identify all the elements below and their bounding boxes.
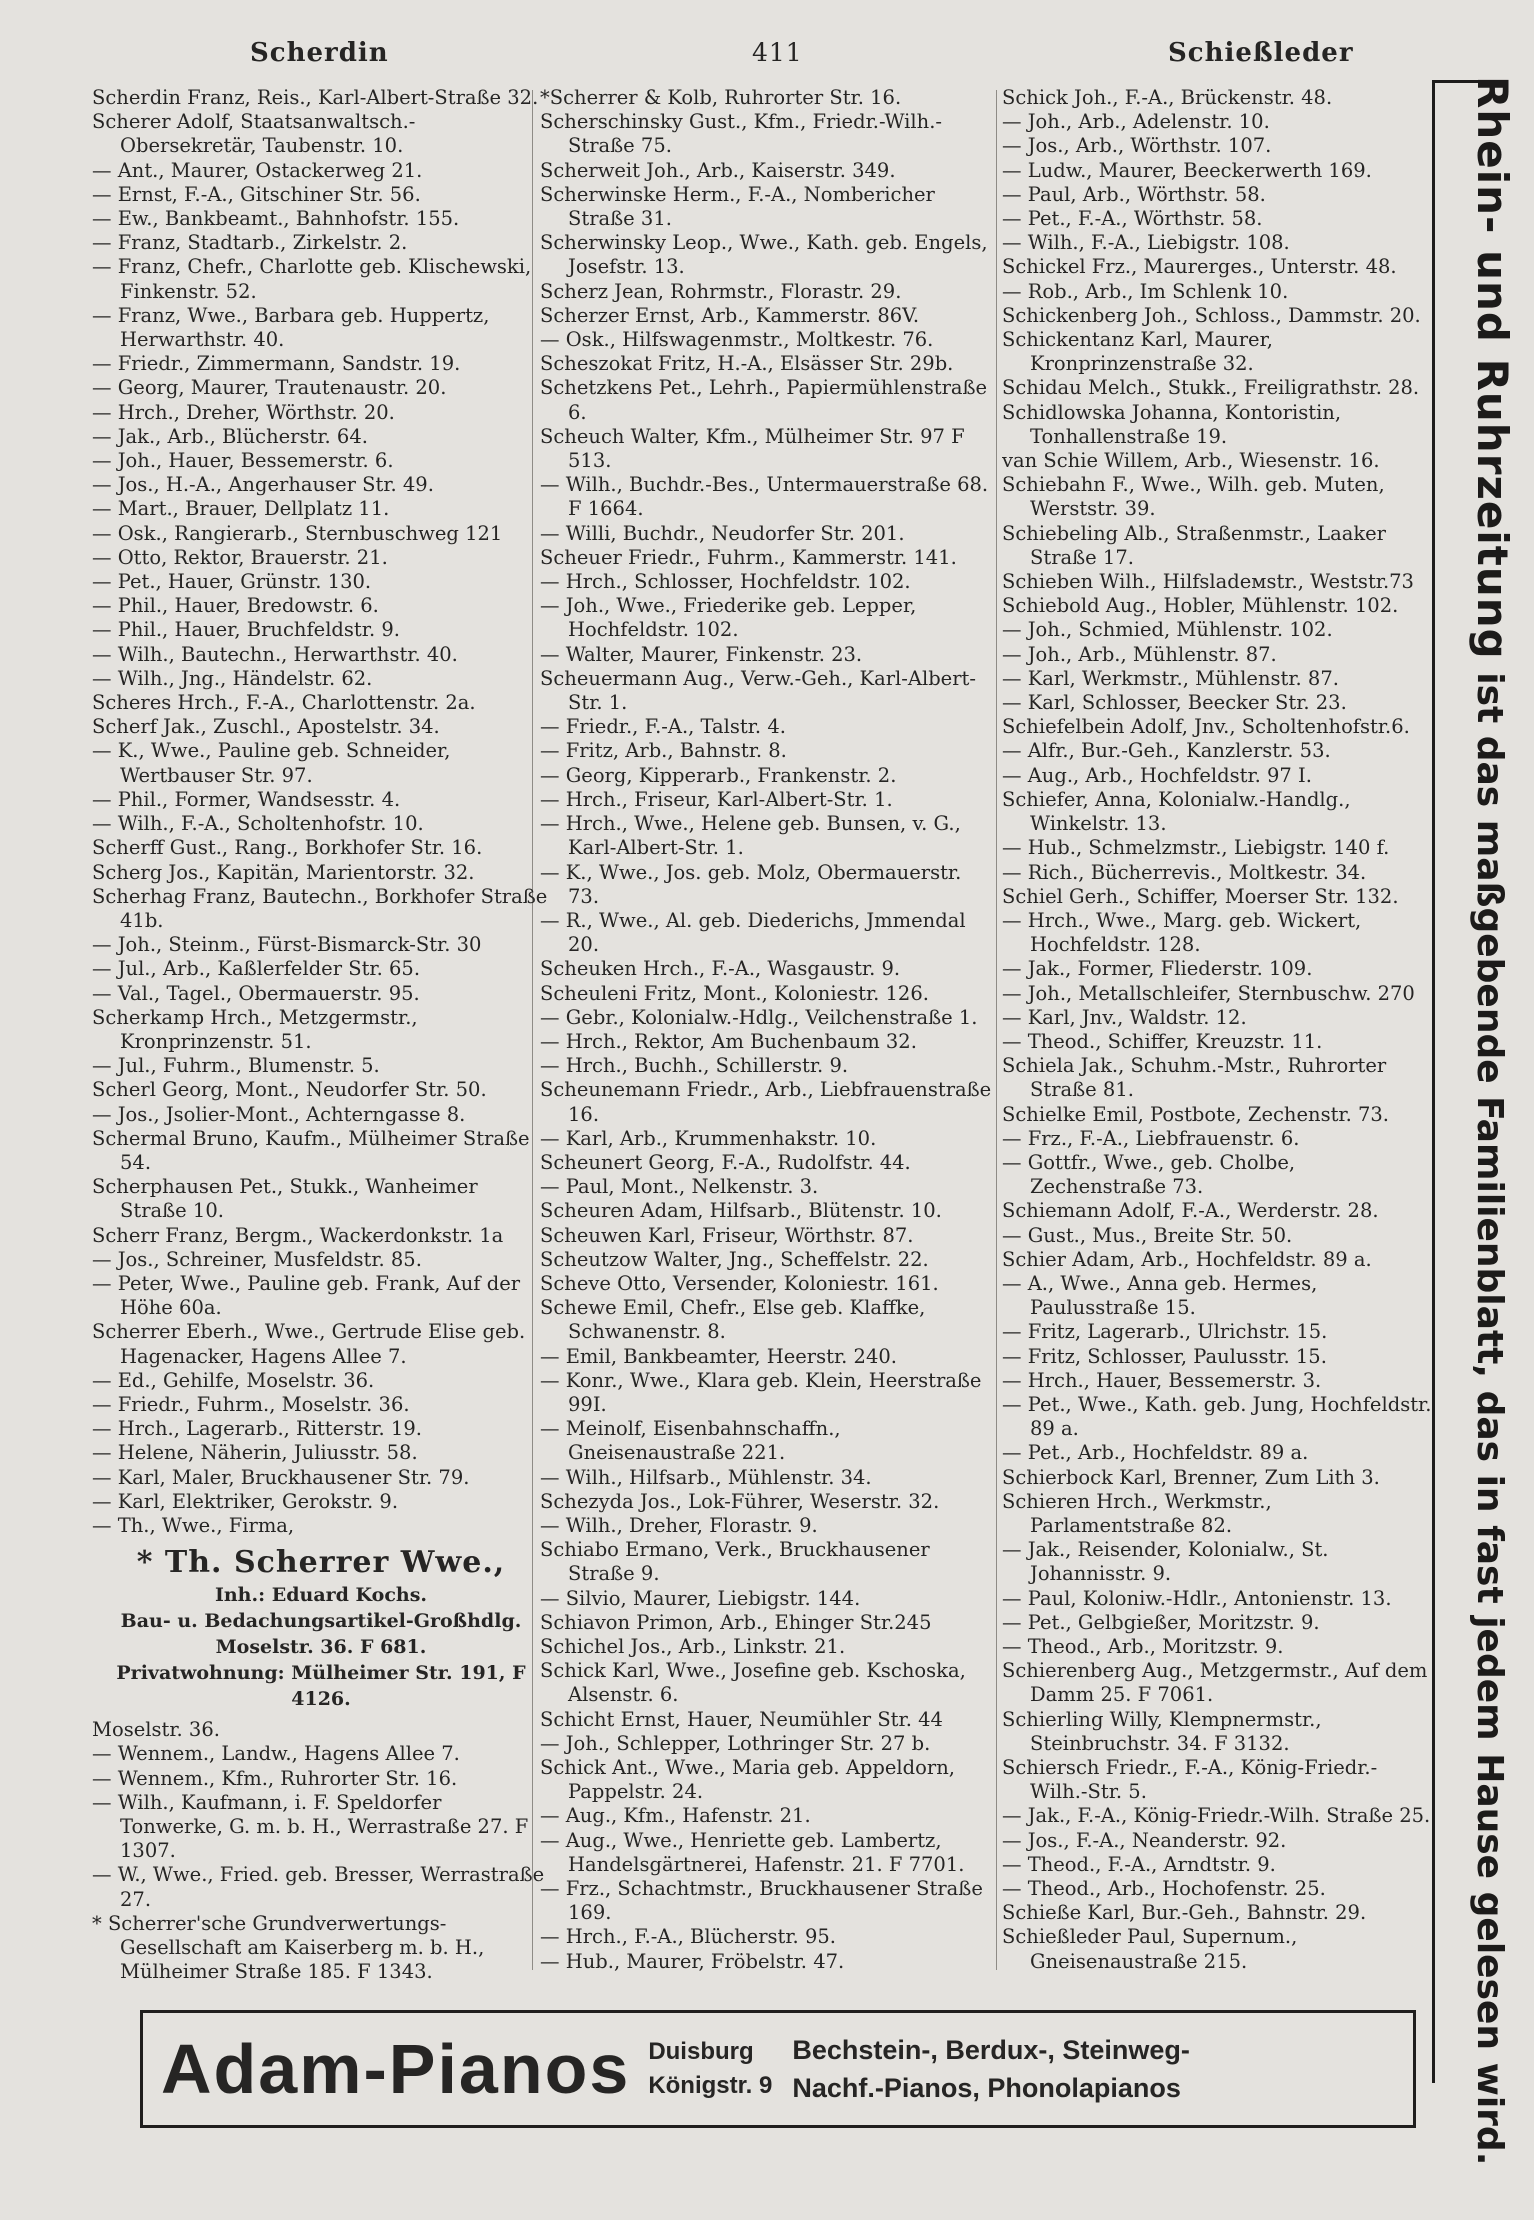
directory-entry: — Wilh., F.-A., Scholtenhofstr. 10.: [92, 812, 424, 836]
directory-entry: — Hrch., Wwe., Marg. geb. Wickert, Hochfeldstr. 128.: [1002, 908, 1362, 957]
directory-entry: Scherweit Joh., Arb., Kaiserstr. 349.: [540, 158, 896, 182]
directory-entry: — Wennem., Landw., Hagens Allee 7.: [92, 1742, 460, 1766]
directory-entry: — Joh., Wwe., Friederike geb. Lepper, Hochfeldstr. 102.: [540, 594, 917, 642]
directory-entry: — Franz, Chefr., Charlotte geb. Klischewski, Finkenstr. 52.: [92, 255, 532, 303]
directory-entry: — Meinolf, Eisenbahnschaffn., Gneisenaustraße 221.: [540, 1417, 841, 1465]
directory-entry: — Karl, Schlosser, Beecker Str. 23.: [1002, 691, 1347, 715]
directory-entry: — Theod., F.-A., Arndtstr. 9.: [1002, 1852, 1276, 1876]
directory-entry: Schick Joh., F.-A., Brückenstr. 48.: [1002, 86, 1333, 109]
directory-entry: Scheszokat Fritz, H.-A., Elsässer Str. 29b.: [540, 352, 954, 376]
directory-entry: — Hrch., Friseur, Karl-Albert-Str. 1.: [540, 787, 893, 811]
directory-entry: Scheres Hrch., F.-A., Charlottenstr. 2a.: [92, 691, 476, 715]
directory-entry: Schier Adam, Arb., Hochfeldstr. 89 a.: [1002, 1247, 1372, 1271]
directory-entry: Schiemann Adolf, F.-A., Werderstr. 28.: [1002, 1199, 1379, 1223]
directory-entry: — Paul, Arb., Wörthstr. 58.: [1002, 182, 1266, 206]
directory-entry: Scherr Franz, Bergm., Wackerdonkstr. 1a: [92, 1223, 504, 1247]
directory-entry: — Karl, Arb., Krummenhakstr. 10.: [540, 1126, 877, 1150]
directory-entry: — Helene, Näherin, Juliusstr. 58.: [92, 1441, 418, 1465]
directory-entry: Scheunert Georg, F.-A., Rudolfstr. 44.: [540, 1150, 911, 1174]
scherrer-advertisement: [92, 1545, 550, 1712]
directory-entry: — Wilh., Hilfsarb., Mühlenstr. 34.: [540, 1465, 872, 1489]
directory-entry: — Joh., Arb., Adelenstr. 10.: [1002, 110, 1270, 134]
directory-entry: — Hub., Maurer, Fröbelstr. 47.: [540, 1949, 845, 1973]
directory-entry: Scheutzow Walter, Jng., Scheffelstr. 22.: [540, 1247, 929, 1271]
directory-entry: — Pet., F.-A., Wörthstr. 58.: [1002, 207, 1263, 231]
directory-entry: — Joh., Arb., Mühlenstr. 87.: [1002, 642, 1277, 666]
directory-entry: — A., Wwe., Anna geb. Hermes, Paulusstraße 15.: [1002, 1271, 1318, 1320]
directory-entry: — Walter, Maurer, Finkenstr. 23.: [540, 642, 863, 666]
page-number: 411: [752, 38, 803, 67]
directory-entry: — Gust., Mus., Breite Str. 50.: [1002, 1223, 1293, 1247]
directory-entry: — Karl, Elektriker, Gerokstr. 9.: [92, 1489, 399, 1513]
column-divider: [996, 90, 997, 1970]
directory-entry: — Alfr., Bur.-Geh., Kanzlerstr. 53.: [1002, 739, 1331, 763]
directory-entry: — Rich., Bücherrevis., Moltkestr. 34.: [1002, 860, 1367, 884]
side-advertisement: [1464, 76, 1520, 2166]
directory-column-1: [92, 86, 550, 1986]
directory-entry: — Mart., Brauer, Dellplatz 11.: [92, 497, 390, 521]
directory-entry: — Frz., F.-A., Liebfrauenstr. 6.: [1002, 1126, 1300, 1150]
directory-entry: — Emil, Bankbeamter, Heerstr. 240.: [540, 1344, 897, 1368]
ad-line: Privatwohnung: Mülheimer Str. 191, F 4126.: [116, 1662, 526, 1711]
directory-entry: Scherer Adolf, Staatsanwaltsch.-Obersekretär, Taubenstr. 10.: [92, 110, 416, 158]
directory-column-2: [540, 86, 992, 1986]
directory-entry: — Wilh., F.-A., Liebigstr. 108.: [1002, 231, 1290, 255]
directory-entry: — Hrch., Schlosser, Hochfeldstr. 102.: [540, 570, 911, 594]
directory-entry: — Ernst, F.-A., Gitschiner Str. 56.: [92, 182, 421, 206]
directory-entry: Scherhag Franz, Bautechn., Borkhofer Straße 41b.: [92, 884, 548, 932]
directory-entry: — Willi, Buchdr., Neudorfer Str. 201.: [540, 521, 905, 545]
directory-entry: Schickenberg Joh., Schloss., Dammstr. 20.: [1002, 303, 1421, 327]
directory-entry: — Hrch., Hauer, Bessemerstr. 3.: [1002, 1368, 1322, 1392]
side-ad-newspaper-name: Rhein- und Ruhrzeitung: [1468, 76, 1517, 660]
directory-entry: Schicht Ernst, Hauer, Neumühler Str. 44: [540, 1707, 943, 1731]
directory-entry: — Phil., Former, Wandsesstr. 4.: [92, 787, 401, 811]
directory-entry: — Gottfr., Wwe., geb. Cholbe, Zechenstraße 73.: [1002, 1150, 1296, 1199]
directory-entry: Scherschinsky Gust., Kfm., Friedr.-Wilh.-Straße 75.: [540, 110, 942, 158]
directory-entry: Scheuren Adam, Hilfsarb., Blütenstr. 10.: [540, 1199, 942, 1223]
running-head-left: Scherdin: [250, 38, 389, 68]
directory-entry: Scheuwen Karl, Friseur, Wörthstr. 87.: [540, 1223, 914, 1247]
directory-entry: — Hrch., Dreher, Wörthstr. 20.: [92, 400, 395, 424]
directory-entry: — Phil., Hauer, Bruchfeldstr. 9.: [92, 618, 400, 642]
directory-entry: — Joh., Metallschleifer, Sternbuschw. 270: [1002, 981, 1415, 1005]
directory-entry: Scherz Jean, Rohrmstr., Florastr. 29.: [540, 279, 902, 303]
running-head-right: Schießleder: [1168, 38, 1354, 68]
directory-entry: Schick Karl, Wwe., Josefine geb. Kschoska, Alsenstr. 6.: [540, 1659, 966, 1707]
directory-entry: — Fritz, Arb., Bahnstr. 8.: [540, 739, 787, 763]
directory-entry: — Friedr., Zimmermann, Sandstr. 19.: [92, 352, 461, 376]
directory-entry: Schiefelbein Adolf, Jnv., Scholtenhofstr.6.: [1002, 715, 1410, 739]
side-ad-slogan: ist das maßgebende Familienblatt, das in fast jedem Hause gelesen wird.: [1469, 659, 1510, 2166]
directory-entry: — Jak., Arb., Blücherstr. 64.: [92, 424, 368, 448]
ad-line: Inh.: Eduard Kochs.: [214, 1584, 428, 1607]
directory-entry: — Jak., Reisender, Kolonialw., St. Johannisstr. 9.: [1002, 1538, 1329, 1586]
directory-entry: — Aug., Wwe., Henriette geb. Lambertz, Handelsgärtnerei, Hafenstr. 21. F 7701.: [540, 1828, 965, 1876]
directory-entry: — Paul, Mont., Nelkenstr. 3.: [540, 1175, 819, 1199]
directory-entry: Scheuch Walter, Kfm., Mülheimer Str. 97 F 513.: [540, 424, 965, 473]
directory-entry: Schiebold Aug., Hobler, Mühlenstr. 102.: [1002, 594, 1399, 618]
directory-entry: — Ludw., Maurer, Beeckerwerth 169.: [1002, 158, 1372, 182]
directory-entry: Scheuken Hrch., F.-A., Wasgaustr. 9.: [540, 957, 901, 981]
directory-entry: — Joh., Schmied, Mühlenstr. 102.: [1002, 618, 1333, 642]
directory-entry: — Jos., F.-A., Neanderstr. 92.: [1002, 1828, 1287, 1852]
directory-entry: — Franz, Wwe., Barbara geb. Huppertz, Herwarthstr. 40.: [92, 303, 490, 352]
directory-entry: Schielke Emil, Postbote, Zechenstr. 73.: [1002, 1102, 1390, 1126]
directory-entry: — Ed., Gehilfe, Moselstr. 36.: [92, 1368, 375, 1392]
directory-entry: Schierling Willy, Klempnermstr., Steinbruchstr. 34. F 3132.: [1002, 1707, 1322, 1755]
directory-entry: Scherphausen Pet., Stukk., Wanheimer Straße 10.: [92, 1175, 478, 1223]
directory-entry: — Hrch., Lagerarb., Ritterstr. 19.: [92, 1417, 422, 1441]
directory-entry: Scheuer Friedr., Fuhrm., Kammerstr. 141.: [540, 545, 957, 569]
ad-line: Bau- u. Bedachungsartikel-Großhdlg.: [120, 1610, 522, 1633]
directory-entry: Schieren Hrch., Werkmstr., Parlamentstraße 82.: [1002, 1489, 1272, 1537]
directory-entry: Scheuermann Aug., Verw.-Geh., Karl-Albert-Str. 1.: [540, 666, 976, 715]
directory-entry: — Theod., Schiffer, Kreuzstr. 11.: [1002, 1029, 1323, 1053]
directory-entry: — Wilh., Buchdr.-Bes., Untermauerstraße 68. F 1664.: [540, 473, 989, 521]
directory-entry: — Pet., Hauer, Grünstr. 130.: [92, 570, 372, 594]
directory-entry: — Hrch., Buchh., Schillerstr. 9.: [540, 1054, 849, 1078]
directory-entry: — Hrch., Wwe., Helene geb. Bunsen, v. G., Karl-Albert-Str. 1.: [540, 812, 961, 860]
directory-column-3: [1002, 86, 1432, 1986]
directory-entry: — K., Wwe., Pauline geb. Schneider, Wertbauser Str. 97.: [92, 739, 451, 787]
footer-ad-products: Nachf.-Pianos, Phonolapianos: [792, 2073, 1181, 2103]
directory-entry: — Theod., Arb., Hochofenstr. 25.: [1002, 1877, 1326, 1901]
directory-entry: — Theod., Arb., Moritzstr. 9.: [1002, 1635, 1284, 1658]
directory-entry: — Joh., Steinm., Fürst-Bismarck-Str. 30: [92, 933, 482, 957]
directory-entry: Scheuleni Fritz, Mont., Koloniestr. 126.: [540, 981, 929, 1005]
directory-entry: — Georg, Kipperarb., Frankenstr. 2.: [540, 763, 897, 787]
directory-entry: Schiefer, Anna, Kolonialw.-Handlg., Winkelstr. 13.: [1002, 787, 1351, 836]
directory-entry: — Otto, Rektor, Brauerstr. 21.: [92, 545, 388, 569]
directory-entry: Schickel Frz., Maurerges., Unterstr. 48.: [1002, 255, 1397, 279]
directory-entry: Schezyda Jos., Lok-Führer, Weserstr. 32.: [540, 1489, 940, 1513]
directory-entry: Schiersch Friedr., F.-A., König-Friedr.-Wilh.-Str. 5.: [1002, 1756, 1378, 1804]
directory-entry: — Hrch., Rektor, Am Buchenbaum 32.: [540, 1029, 917, 1053]
ad-title: * Th. Scherrer Wwe.,: [136, 1545, 506, 1581]
directory-entry: — Fritz, Schlosser, Paulusstr. 15.: [1002, 1344, 1327, 1368]
directory-entry: — Friedr., Fuhrm., Moselstr. 36.: [92, 1392, 410, 1416]
directory-entry: — Jos., Arb., Wörthstr. 107.: [1002, 134, 1272, 158]
directory-entry: — Silvio, Maurer, Liebigstr. 144.: [540, 1586, 861, 1610]
directory-entry: — Fritz, Lagerarb., Ulrichstr. 15.: [1002, 1320, 1328, 1344]
directory-entry: — Jul., Fuhrm., Blumenstr. 5.: [92, 1054, 380, 1078]
footer-ad-city: Duisburg: [648, 2038, 754, 2065]
directory-entry: — Jak., Former, Fliederstr. 109.: [1002, 957, 1313, 981]
directory-entry: * Scherrer'sche Grundverwertungs-Gesellschaft am Kaiserberg m. b. H., Mülheimer Straße 185. F 1343.: [92, 1911, 485, 1984]
directory-entry: Schetzkens Pet., Lehrh., Papiermühlenstraße 6.: [540, 376, 988, 424]
directory-entry: — Frz., Schachtmstr., Bruckhausener Straße 169.: [540, 1877, 983, 1925]
directory-entry: — Wilh., Dreher, Florastr. 9.: [540, 1513, 818, 1537]
directory-entry: — R., Wwe., Al. geb. Diederichs, Jmmendal 20.: [540, 908, 966, 957]
directory-entry: Schickentanz Karl, Maurer, Kronprinzenstraße 32.: [1002, 328, 1273, 376]
directory-entry: — Karl, Maler, Bruckhausener Str. 79.: [92, 1465, 470, 1489]
directory-entry: Schichel Jos., Arb., Linkstr. 21.: [540, 1635, 846, 1658]
directory-entry: — Wilh., Kaufmann, i. F. Speldorfer Tonwerke, G. m. b. H., Werrastraße 27. F 1307.: [92, 1790, 529, 1863]
directory-entry: Scherrer Eberh., Wwe., Gertrude Elise geb. Hagenacker, Hagens Allee 7.: [92, 1320, 526, 1368]
directory-entry: — Wilh., Jng., Händelstr. 62.: [92, 666, 373, 690]
directory-entry: — Ew., Bankbeamt., Bahnhofstr. 155.: [92, 207, 460, 231]
directory-entry: Schermal Bruno, Kaufm., Mülheimer Straße 54.: [92, 1126, 530, 1174]
directory-entry: Scherkamp Hrch., Metzgermstr., Kronprinzenstr. 51.: [92, 1005, 418, 1053]
directory-entry: Scherzer Ernst, Arb., Kammerstr. 86V.: [540, 303, 920, 327]
directory-entry: — Rob., Arb., Im Schlenk 10.: [1002, 279, 1289, 303]
directory-entry: — Wilh., Bautechn., Herwarthstr. 40.: [92, 642, 458, 666]
directory-entry: — Joh., Schlepper, Lothringer Str. 27 b.: [540, 1731, 931, 1755]
directory-entry: *Scherrer & Kolb, Ruhrorter Str. 16.: [540, 86, 902, 109]
directory-entry: — Karl, Werkmstr., Mühlenstr. 87.: [1002, 666, 1339, 690]
directory-entry: — Pet., Gelbgießer, Moritzstr. 9.: [1002, 1610, 1320, 1634]
directory-entry: Schiavon Primon, Arb., Ehinger Str.245: [540, 1610, 932, 1634]
directory-entry: — Konr., Wwe., Klara geb. Klein, Heerstraße 99I.: [540, 1368, 982, 1416]
directory-entry: — Franz, Stadtarb., Zirkelstr. 2.: [92, 231, 408, 255]
directory-entry: — Osk., Hilfswagenmstr., Moltkestr. 76.: [540, 328, 934, 352]
directory-entry: van Schie Willem, Arb., Wiesenstr. 16.: [1002, 449, 1380, 473]
directory-entry: — Val., Tagel., Obermauerstr. 95.: [92, 981, 420, 1005]
footer-advertisement: [140, 2010, 1416, 2128]
directory-entry: — Ant., Maurer, Ostackerweg 21.: [92, 158, 423, 182]
directory-entry: — Jak., F.-A., König-Friedr.-Wilh. Straße 25.: [1002, 1804, 1431, 1828]
directory-entry: — Hrch., F.-A., Blücherstr. 95.: [540, 1925, 836, 1949]
directory-entry: — Pet., Arb., Hochfeldstr. 89 a.: [1002, 1441, 1309, 1465]
directory-entry: — Osk., Rangierarb., Sternbuschweg 121: [92, 521, 503, 545]
directory-entry: Scherwinsky Leop., Wwe., Kath. geb. Engels, Josefstr. 13.: [540, 231, 988, 279]
ad-line: Moselstr. 36. F 681.: [215, 1636, 427, 1659]
directory-entry: — Joh., Hauer, Bessemerstr. 6.: [92, 449, 394, 473]
directory-entry: Schick Ant., Wwe., Maria geb. Appeldorn, Pappelstr. 24.: [540, 1756, 955, 1804]
directory-entry: Scherff Gust., Rang., Borkhofer Str. 16.: [92, 836, 483, 860]
directory-entry: Scherg Jos., Kapitän, Marientorstr. 32.: [92, 860, 475, 884]
directory-entry: — Aug., Kfm., Hafenstr. 21.: [540, 1804, 811, 1828]
directory-entry: Schierbock Karl, Brenner, Zum Lith 3.: [1002, 1465, 1380, 1489]
directory-entry: — W., Wwe., Fried. geb. Bresser, Werrastraße 27.: [92, 1863, 545, 1911]
directory-entry: Schierenberg Aug., Metzgermstr., Auf dem Damm 25. F 7061.: [1002, 1659, 1428, 1707]
directory-entry: — Gebr., Kolonialw.-Hdlg., Veilchenstraße 1.: [540, 1005, 978, 1029]
directory-entry: — Georg, Maurer, Trautenaustr. 20.: [92, 376, 447, 400]
footer-ad-products: Bechstein-, Berdux-, Steinweg-: [792, 2035, 1190, 2065]
directory-entry: — Hub., Schmelzmstr., Liebigstr. 140 f.: [1002, 836, 1390, 860]
directory-entry: Schiel Gerh., Schiffer, Moerser Str. 132.: [1002, 884, 1399, 908]
directory-entry: Scheve Otto, Versender, Koloniestr. 161.: [540, 1271, 939, 1295]
directory-entry: Scherf Jak., Zuschl., Apostelstr. 34.: [92, 715, 440, 739]
directory-entry: Moselstr. 36.: [92, 1718, 220, 1742]
footer-ad-street: Königstr. 9: [648, 2072, 773, 2099]
directory-entry: — Pet., Wwe., Kath. geb. Jung, Hochfeldstr. 89 a.: [1002, 1392, 1432, 1441]
directory-entry: Schidau Melch., Stukk., Freiligrathstr. 28.: [1002, 376, 1420, 400]
directory-entry: Schiabo Ermano, Verk., Bruckhausener Straße 9.: [540, 1538, 930, 1586]
directory-entry: Schidlowska Johanna, Kontoristin, Tonhallenstraße 19.: [1002, 400, 1342, 448]
directory-entry: Schiebahn F., Wwe., Wilh. geb. Muten, Werststr. 39.: [1002, 473, 1385, 521]
directory-entry: Scherwinske Herm., F.-A., Nomberichеr Straße 31.: [540, 182, 935, 231]
directory-entry: Schiebeling Alb., Straßenmstr., Laaker Straße 17.: [1002, 521, 1387, 569]
directory-entry: Scherl Georg, Mont., Neudorfer Str. 50.: [92, 1078, 487, 1102]
directory-entry: Schieße Karl, Bur.-Geh., Bahnstr. 29.: [1002, 1901, 1367, 1925]
directory-entry: Schießleder Paul, Supernum., Gneisenaustraße 215.: [1002, 1925, 1298, 1973]
directory-entry: — Paul, Koloniw.-Hdlr., Antonienstr. 13.: [1002, 1586, 1392, 1610]
directory-entry: — Jos., H.-A., Angerhauser Str. 49.: [92, 473, 434, 497]
directory-entry: — Aug., Arb., Hochfeldstr. 97 I.: [1002, 763, 1312, 787]
directory-entry: — Jul., Arb., Kaßlerfelder Str. 65.: [92, 957, 421, 981]
directory-entry: Schewe Emil, Chefr., Else geb. Klaffke, Schwanenstr. 8.: [540, 1296, 926, 1344]
directory-entry: Scheunemann Friedr., Arb., Liebfrauenstraße 16.: [540, 1078, 992, 1126]
footer-ad-brand: Adam-Pianos: [161, 2030, 631, 2108]
directory-entry: — Phil., Hauer, Bredowstr. 6.: [92, 594, 379, 618]
directory-entry: — K., Wwe., Jos. geb. Molz, Obermauerstr. 73.: [540, 860, 962, 908]
directory-entry: — Peter, Wwe., Pauline geb. Frank, Auf der Höhe 60a.: [92, 1271, 521, 1320]
directory-entry: Schieben Wilh., Hilfsladемstr., Weststr.73: [1002, 570, 1414, 594]
directory-entry: — Jos., Jsolier-Mont., Achterngasse 8.: [92, 1102, 466, 1126]
directory-entry: Schiela Jak., Schuhm.-Mstr., Ruhrorter Straße 81.: [1002, 1054, 1387, 1102]
directory-entry: — Friedr., F.-A., Talstr. 4.: [540, 715, 786, 739]
directory-entry: — Karl, Jnv., Waldstr. 12.: [1002, 1005, 1247, 1029]
directory-entry: — Wennem., Kfm., Ruhrorter Str. 16.: [92, 1766, 458, 1790]
directory-entry: Scherdin Franz, Reis., Karl-Albert-Straße 32.: [92, 86, 539, 109]
directory-entry: — Th., Wwe., Firma,: [92, 1513, 295, 1537]
directory-entry: — Jos., Schreiner, Musfeldstr. 85.: [92, 1247, 422, 1271]
